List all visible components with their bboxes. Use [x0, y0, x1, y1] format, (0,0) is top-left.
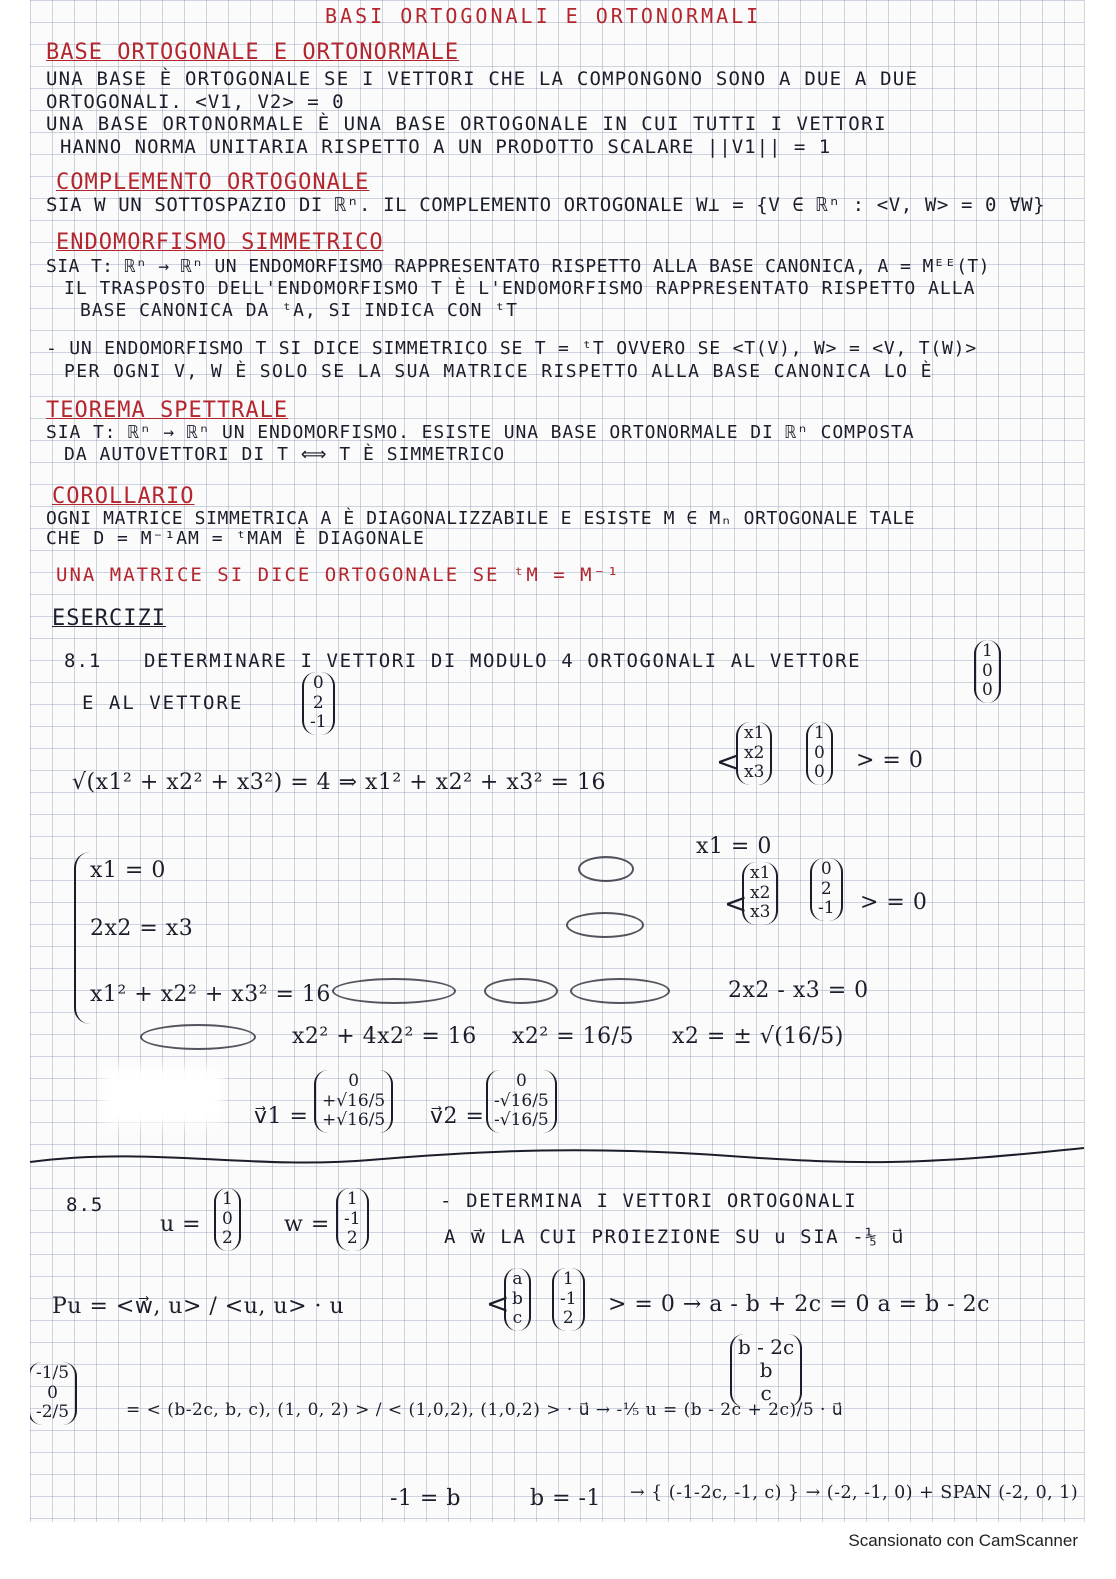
basi-line-3: UNA BASE ORTONORMALE È UNA BASE ORTOGONALE IN CUI TUTTI I VETTORI	[46, 113, 888, 135]
ex81-system-eq-1: x1 = 0	[90, 858, 166, 883]
crossed-out-scribble	[140, 1024, 256, 1050]
basi-line-4: HANNO NORMA UNITARIA RISPETTO A UN PRODOTTO SCALARE ||V1|| = 1	[60, 136, 832, 158]
ex85-angle-open: <	[486, 1287, 510, 1320]
heading-complemento: COMPLEMENTO ORTOGONALE	[56, 170, 370, 195]
ex85-text-2: A w⃗ LA CUI PROIEZIONE SU u SIA -⅕ u⃗	[444, 1226, 906, 1248]
page-title: BASI ORTOGONALI E ORTONORMALI	[325, 4, 762, 28]
endo-line-1: SIA T: ℝⁿ → ℝⁿ UN ENDOMORFISMO RAPPRESENTATO RISPETTO ALLA BASE CANONICA, A = Mᴱᴱ(T)	[46, 256, 990, 277]
ex81-v2-label: v⃗2 =	[430, 1104, 485, 1129]
ex85-final-answer: → { (-1-2c, -1, c) } → (-2, -1, 0) + SPAN (-2, 0, 1)	[630, 1482, 1079, 1503]
heading-esercizi: ESERCIZI	[52, 606, 166, 631]
endo-line-2: IL TRASPOSTO DELL'ENDOMORFISMO T È L'ENDOMORFISMO RAPPRESENTATO RISPETTO ALLA	[64, 278, 976, 299]
ex81-number: 8.1	[64, 650, 102, 672]
ex81-x1-zero: x1 = 0	[696, 834, 772, 859]
separator-wave	[30, 1142, 1084, 1172]
ex85-vector-lhs: -1/5 0 -2/5	[30, 1362, 77, 1425]
ex81-x2-squared: x2² = 16/5	[512, 1024, 635, 1049]
crossed-out-scribble	[578, 856, 634, 882]
teorema-line-2: DA AUTOVETTORI DI T ⟺ T È SIMMETRICO	[64, 444, 506, 465]
ex85-vector-w-copy: 1 -1 2	[552, 1268, 585, 1331]
ex81-vector-x-2: x1 x2 x3	[742, 862, 778, 925]
basi-line-2: ORTOGONALI. <V1, V2> = 0	[46, 91, 345, 113]
ex85-dot-equation: > = 0 → a - b + 2c = 0 a = b - 2c	[608, 1292, 990, 1317]
ex81-system-eq-2: 2x2 = x3	[90, 916, 194, 941]
ex81-system-eq-3: x1² + x2² + x3² = 16	[90, 982, 331, 1007]
ex81-text-2: E AL VETTORE	[82, 692, 244, 714]
crossed-out-scribble	[332, 978, 456, 1004]
ex85-result-2: b = -1	[530, 1486, 601, 1511]
basi-line-1: UNA BASE È ORTOGONALE SE I VETTORI CHE LA COMPONGONO SONO A DUE A DUE	[46, 68, 919, 90]
ex81-vector-a: 1 0 0	[974, 640, 1001, 703]
heading-endomorfismo: ENDOMORFISMO SIMMETRICO	[56, 230, 384, 255]
ex85-vector-abc: a b c	[504, 1268, 531, 1331]
ex85-text-1: - DETERMINA I VETTORI ORTOGONALI	[440, 1190, 858, 1212]
ex85-number: 8.5	[66, 1194, 104, 1216]
ex81-relation: 2x2 - x3 = 0	[728, 978, 869, 1003]
corollario-line-3: UNA MATRICE SI DICE ORTOGONALE SE ᵗM = M⁻¹	[56, 564, 621, 586]
heading-teorema: TEOREMA SPETTRALE	[46, 398, 289, 423]
ex85-u-label: u =	[160, 1212, 202, 1237]
ex85-projection-formula: Pu = <w⃗, u> / <u, u> · u	[52, 1294, 345, 1319]
ex81-angle-open-1: <	[716, 745, 740, 778]
ex81-vector-b: 0 2 -1	[302, 672, 335, 735]
ex81-norm-equation: √(x1² + x2² + x3²) = 4 ⇒ x1² + x2² + x3² = 16	[72, 770, 606, 795]
ex85-vector-w: 1 -1 2	[336, 1188, 369, 1251]
ex81-substitution: x2² + 4x2² = 16	[292, 1024, 477, 1049]
corollario-line-1: OGNI MATRICE SIMMETRICA A È DIAGONALIZZABILE E ESISTE M ∈ Mₙ ORTOGONALE TALE	[46, 508, 916, 529]
notebook-page	[30, 0, 1085, 1522]
ex81-dot1-result: > = 0	[856, 748, 924, 773]
corollario-line-2: CHE D = M⁻¹AM = ᵗMAM È DIAGONALE	[46, 528, 425, 549]
heading-basi: BASE ORTOGONALE E ORTONORMALE	[46, 40, 460, 65]
ex81-text-1: DETERMINARE I VETTORI DI MODULO 4 ORTOGONALI AL VETTORE	[144, 650, 862, 672]
complemento-line-1: SIA W UN SOTTOSPAZIO DI ℝⁿ. IL COMPLEMENTO ORTOGONALE W⊥ = {V ∈ ℝⁿ : <V, W> = 0 ∀W}	[46, 194, 1046, 216]
ex85-fraction-expression: = < (b-2c, b, c), (1, 0, 2) > / < (1,0,2), (1,0,2) > · u⃗ → -⅕ u = (b - 2c + 2c)/5 · u⃗	[126, 1400, 844, 1420]
crossed-out-scribble	[570, 978, 670, 1004]
ex81-vector-a-copy: 1 0 0	[806, 722, 833, 785]
endo-line-5: PER OGNI V, W È SOLO SE LA SUA MATRICE RISPETTO ALLA BASE CANONICA LO È	[64, 361, 933, 382]
ex85-result-1: -1 = b	[390, 1486, 461, 1511]
ex81-vector-v2: 0 -√16/5 -√16/5	[486, 1070, 557, 1133]
ex81-x2-value: x2 = ± √(16/5)	[672, 1024, 844, 1049]
ex85-w-label: w =	[284, 1212, 330, 1237]
ex81-vector-x: x1 x2 x3	[736, 722, 772, 785]
ex81-v1-label: v⃗1 =	[254, 1104, 309, 1129]
scanner-watermark: Scansionato con CamScanner	[848, 1531, 1078, 1550]
crossed-out-scribble	[484, 978, 558, 1004]
ex85-vector-u: 1 0 2	[214, 1188, 241, 1251]
endo-line-4: - UN ENDOMORFISMO T SI DICE SIMMETRICO SE T = ᵗT OVVERO SE <T(V), W> = <V, T(W)>	[46, 338, 977, 359]
ex81-system-brace	[74, 852, 90, 1024]
ex81-angle-open-2: <	[724, 887, 748, 920]
erased-area	[102, 1068, 222, 1124]
teorema-line-1: SIA T: ℝⁿ → ℝⁿ UN ENDOMORFISMO. ESISTE UNA BASE ORTONORMALE DI ℝⁿ COMPOSTA	[46, 422, 915, 443]
ex85-vector-param: b - 2c b c	[730, 1334, 802, 1407]
ex81-dot2-result: > = 0	[860, 890, 928, 915]
heading-corollario: COROLLARIO	[52, 484, 195, 509]
ex81-vector-b-copy: 0 2 -1	[810, 858, 843, 921]
endo-line-3: BASE CANONICA DA ᵗA, SI INDICA CON ᵗT	[80, 300, 518, 321]
crossed-out-scribble	[566, 912, 644, 938]
ex81-vector-v1: 0 +√16/5 +√16/5	[314, 1070, 393, 1133]
